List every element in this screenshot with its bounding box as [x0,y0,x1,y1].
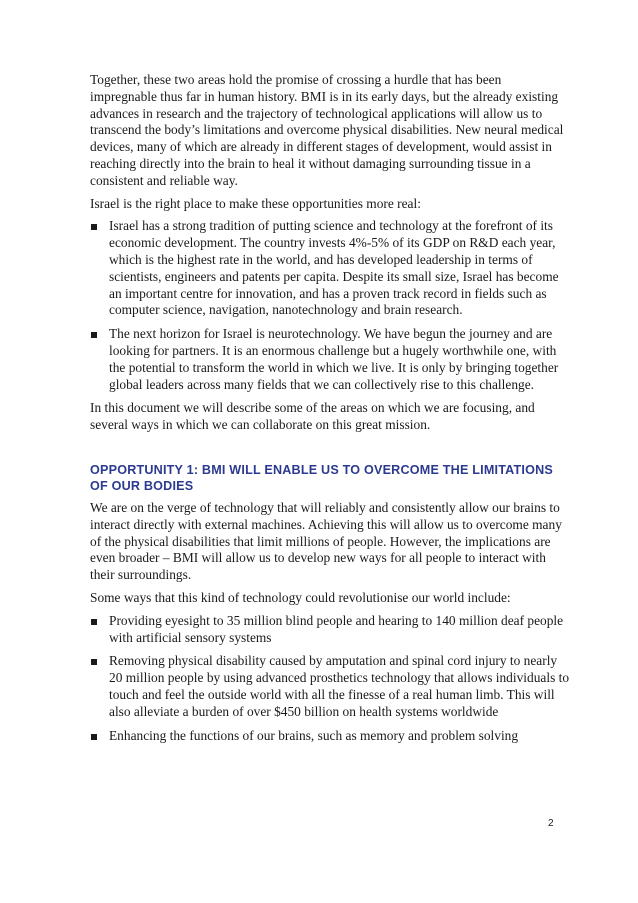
square-bullet-icon [91,332,97,338]
list-item: Removing physical disability caused by amputation and spinal cord injury to nearly 20 million people by using advanced prosthetics technology that allows individuals to touch and feel the outside world with all the finesse of a real human limb. This will also alleviate a burden of over $450 billion on health systems worldwide [90,653,570,720]
revolution-bullet-list [90,613,570,745]
opportunity-paragraph-2: Some ways that this kind of technology could revolutionise our world include: [90,589,511,605]
square-bullet-icon [91,619,97,625]
square-bullet-icon [91,659,97,665]
page-number: 2 [548,818,554,829]
section-heading: OPPORTUNITY 1: BMI WILL ENABLE US TO OVERCOME THE LIMITATIONS OF OUR BODIES [90,462,554,493]
list-item: Providing eyesight to 35 million blind people and hearing to 140 million deaf people with artificial sensory systems [90,613,570,647]
list-item: Enhancing the functions of our brains, such as memory and problem solving [90,728,570,745]
list-item: The next horizon for Israel is neurotechnology. We have begun the journey and are looking for partners. It is an enormous challenge but a hugely worthwhile one, with the potential to transform the world in which we live. It is only by bringing together global leaders across many fields that we can collectively rise to this challenge. [90,326,570,393]
intro-paragraph-3: In this document we will describe some of the areas on which we are focusing, and several ways in which we can collaborate on this great mission. [90,400,535,433]
list-item: Israel has a strong tradition of putting science and technology at the forefront of its economic development. The country invests 4%-5% of its GDP on R&D each year, which is the highest rate in the world, and has developed leadership in terms of scientists, engineers and patents per capita. Despite its small size, Israel has become an important centre for innovation, and has a proven track record in fields such as computer science, navigation, nanotechnology and brain research. [90,218,570,319]
intro-paragraph-2: Israel is the right place to make these opportunities more real: [90,195,421,211]
israel-bullet-list [90,218,570,393]
page-content [90,72,570,751]
square-bullet-icon [91,224,97,230]
intro-paragraph-1: Together, these two areas hold the promise of crossing a hurdle that has been impregnable thus far in human history. BMI is in its early days, but the already existing advances in research and the trajectory of technological applications will allow us to transcend the body’s limitations and overcome physical disabilities. New neural medical devices, many of which are already in different stages of development, would assist in reaching directly into the brain to heal it without damaging surrounding tissue in a consistent and reliable way. [90,72,564,188]
square-bullet-icon [91,734,97,740]
opportunity-paragraph-1: We are on the verge of technology that will reliably and consistently allow our brains to interact directly with external machines. Achieving this will allow us to overcome many of the physical disabilities that limit millions of people. However, the implications are even broader – BMI will allow us to develop new ways for all people to interact with their surroundings. [90,499,562,583]
